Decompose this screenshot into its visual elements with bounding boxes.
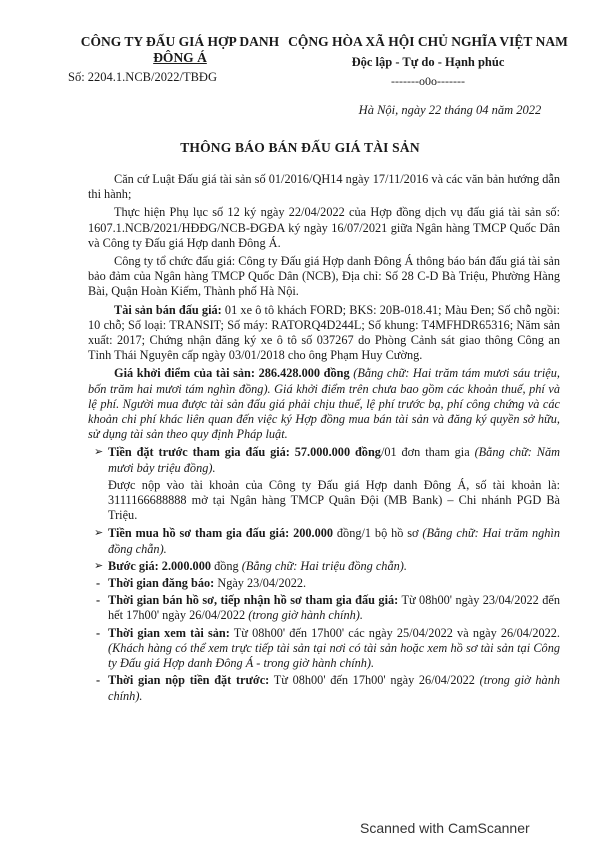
starting-price-paragraph <box>88 366 560 442</box>
viewing-note: (Khách hàng có thể xem trực tiếp tài sản tại nơi có tài sản hoặc xem hồ sơ tài sản tại Công ty Đấu giá Hợp danh Đông Á - trong giờ hành chính). <box>108 640 560 671</box>
sale-period-text: Từ 08h00' ngày 23/04/2022 đến hết 17h00' ngày 26/04/2022 <box>108 593 560 623</box>
date-line: Hà Nội, ngày 22 tháng 04 năm 2022 <box>358 103 542 117</box>
sale-period-note: (trong giờ hành chính). <box>248 608 363 623</box>
deposit-label: Tiền đặt trước tham gia đấu giá: 57.000.000 đồng <box>108 445 381 460</box>
step-price-item <box>88 559 560 574</box>
sale-period-label: Thời gian bán hồ sơ, tiếp nhận hồ sơ tham gia đấu giá: <box>108 593 399 608</box>
starting-price-label: Giá khởi điểm của tài sản: 286.428.000 đồng <box>114 366 350 381</box>
nation-title: CỘNG HÒA XÃ HỘI CHỦ NGHĨA VIỆT NAM <box>288 34 568 49</box>
announce-text: Ngày 23/04/2022. <box>214 576 307 591</box>
camscanner-watermark: Scanned with CamScanner <box>360 820 530 836</box>
dossier-text: đồng/1 bộ hồ sơ <box>333 526 423 541</box>
starting-price-note: (Bằng chữ: Hai trăm tám mươi sáu triệu, bốn trăm hai mươi tám nghìn đồng). Giá khởi điểm trên chưa bao gồm các khoản thuế, phí và lệ phí. Người mua được tài sản đấu giá phải chịu thuế, lệ phí trước bạ, phí công chứng và các khoản chi phí khác liên quan đến việc ký Hợp đồng mua bán tài sản và đăng ký quyền sở hữu, sử dụng tài sản theo quy định Pháp luật. <box>88 366 560 442</box>
dash-bullet: - <box>96 625 101 640</box>
company-header <box>70 34 290 66</box>
announce-label: Thời gian đăng báo: <box>108 576 215 591</box>
dash-bullet: - <box>96 576 101 591</box>
payment-note: (trong giờ hành chính). <box>108 673 561 703</box>
asset-label: Tài sản bán đấu giá: <box>114 302 222 317</box>
sale-period-item <box>88 593 560 623</box>
viewing-label: Thời gian xem tài sản: <box>108 625 230 640</box>
deposit-item <box>88 445 560 475</box>
asset-description: 01 xe ô tô khách FORD; BKS: 20B-018.41; Màu Đen; Số chỗ ngồi: 10 chỗ; Số loại: TRANSIT; Số máy: RATORQ4D244L; Số khung: T4MFHDR65316; Năm sản xuất: 2017; Chứng nhận đăng ký xe ô tô số 037267 do Phòng Cảnh sát giao thông Công an Tỉnh Thái Nguyên cấp ngày 03/01/2018 cho ông Phạm Huy Cường. <box>88 302 560 363</box>
deposit-words: (Bằng chữ: Năm mươi bảy triệu đồng). <box>108 445 560 475</box>
document-title: THÔNG BÁO BÁN ĐẤU GIÁ TÀI SẢN <box>180 140 420 155</box>
company-name-line1: CÔNG TY ĐẤU GIÁ HỢP DANH <box>80 34 280 49</box>
step-price-text: đồng <box>211 558 242 573</box>
dash-bullet: - <box>96 593 101 608</box>
national-motto: Độc lập - Tự do - Hạnh phúc <box>351 55 505 69</box>
dossier-words: (Bằng chữ: Hai trăm nghìn đồng chẵn). <box>108 526 560 556</box>
document-number: Số: 2204.1.NCB/2022/TBĐG <box>68 70 217 84</box>
national-header <box>268 34 588 88</box>
step-price-words: (Bằng chữ: Hai triệu đồng chẵn). <box>241 558 407 573</box>
deposit-account: Được nộp vào tài khoản của Công ty Đấu giá Hợp danh Đông Á, số tài khoản là: 3111166688888 mở tại Ngân hàng TMCP Quân Đội (MB Bank) – Chi nhánh PGD Bà Triệu. <box>108 477 560 523</box>
arrow-bullet-icon: ➢ <box>94 446 104 459</box>
organizer-paragraph: Công ty tổ chức đấu giá: Công ty Đấu giá Hợp danh Đông Á thông báo bán đấu giá tài sản bảo đảm của Ngân hàng TMCP Quốc Dân (NCB), Địa chỉ: Số 28 C-D Bà Triệu, Phường Hàng Bài, Quận Hoàn Kiếm, Thành phố Hà Nội. <box>88 254 560 299</box>
payment-item <box>88 673 560 703</box>
step-price-label: Bước giá: 2.000.000 <box>108 558 211 573</box>
viewing-item <box>88 626 560 672</box>
dash-bullet: - <box>96 673 101 688</box>
contract-paragraph: Thực hiện Phụ lục số 12 ký ngày 22/04/2022 của Hợp đồng dịch vụ đấu giá tài sản số: 1607.1.NCB/2021/HĐĐG/NCB-ĐGĐA ký ngày 16/07/2021 giữa Ngân hàng TMCP Quốc Dân và Công ty Đấu giá Hợp danh Đông Á. <box>88 205 560 250</box>
payment-label: Thời gian nộp tiền đặt trước: <box>108 673 270 688</box>
arrow-bullet-icon: ➢ <box>94 559 104 572</box>
viewing-text: Từ 08h00' đến 17h00' các ngày 25/04/2022 và ngày 26/04/2022. <box>229 625 560 640</box>
document-body <box>88 172 560 706</box>
legal-basis-paragraph: Căn cứ Luật Đấu giá tài sản số 01/2016/QH14 ngày 17/11/2016 và các văn bản hướng dẫn thi hành; <box>88 172 560 202</box>
dossier-label: Tiền mua hồ sơ tham gia đấu giá: 200.000 <box>108 526 334 541</box>
arrow-bullet-icon: ➢ <box>94 527 104 540</box>
dossier-item <box>88 526 560 556</box>
asset-paragraph <box>88 303 560 364</box>
deposit-text: /01 đơn tham gia <box>380 445 475 460</box>
announce-item <box>88 576 560 591</box>
payment-text: Từ 08h00' đến 17h00' ngày 26/04/2022 <box>269 673 480 688</box>
company-name-line2: ĐÔNG Á <box>153 50 207 65</box>
motto-divider: -------o0o------- <box>391 74 465 88</box>
